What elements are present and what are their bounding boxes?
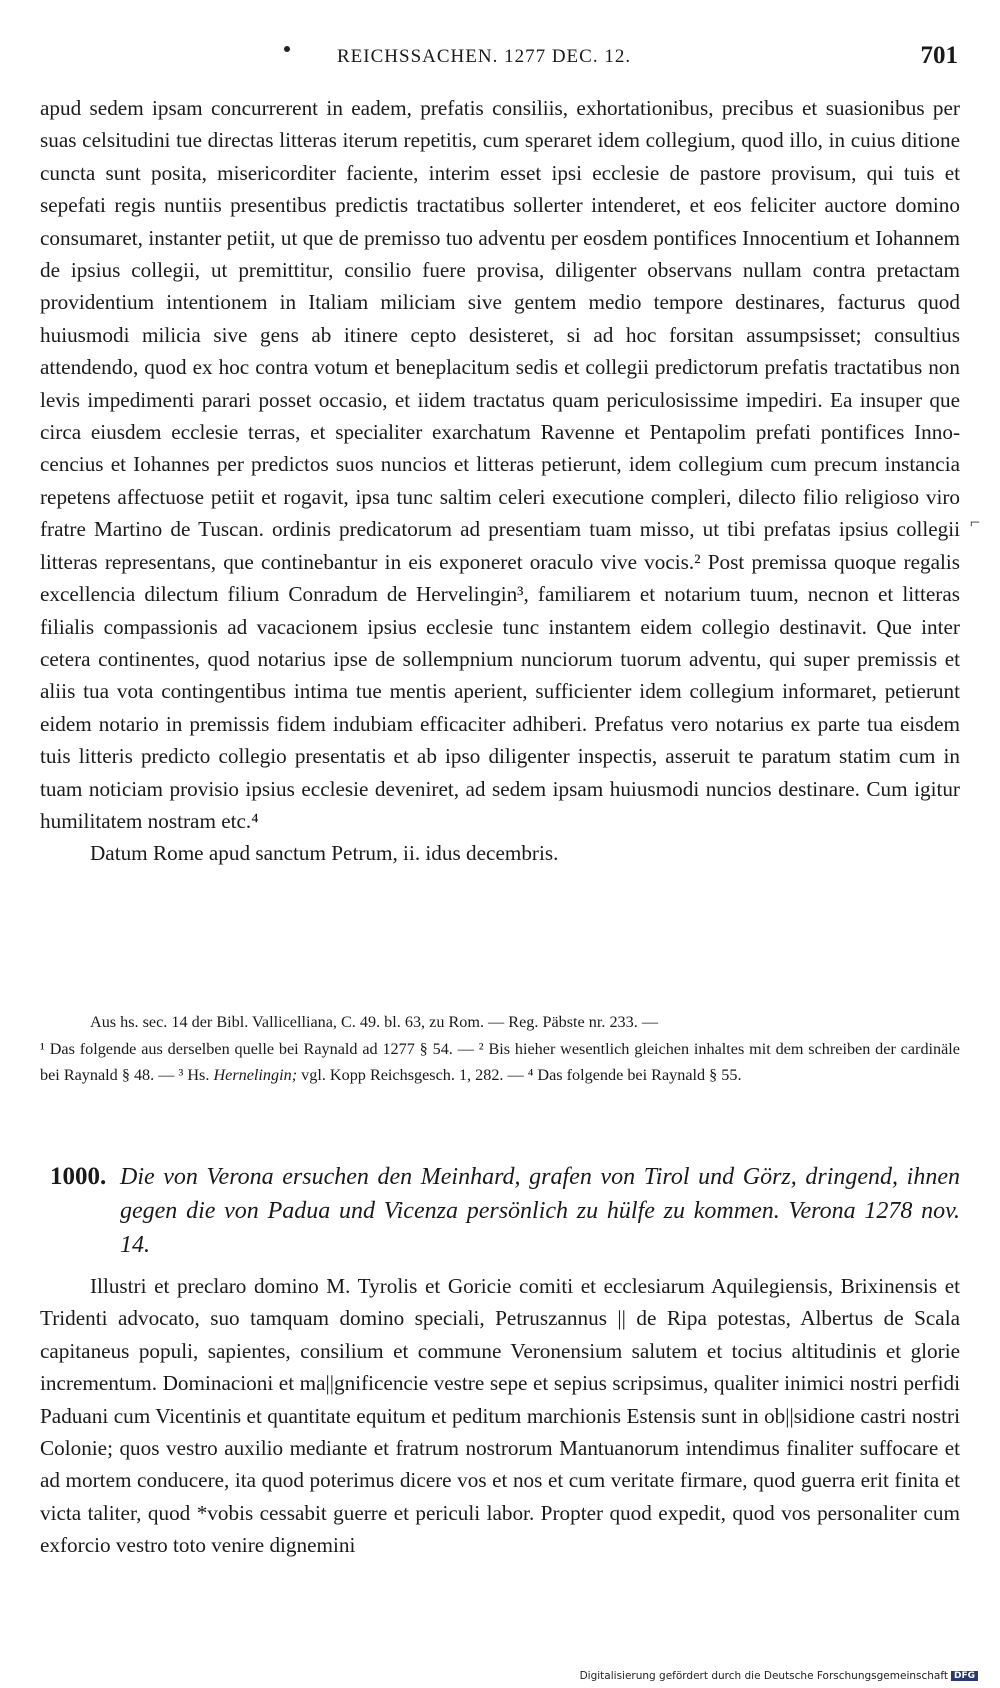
print-dot [284,46,290,52]
footnote-italic: Hernelingin; [213,1066,298,1085]
document-number: 1000. [50,1163,107,1190]
dfg-logo: DFG [951,1671,978,1681]
main-text [40,92,960,870]
page-number: 701 [920,42,958,69]
running-head: REICHSSACHEN. 1277 DEC. 12. [337,46,632,67]
paragraph: apud sedem ipsam concurrerent in eadem, prefatis consiliis, exhortationibus, precibus et suasionibus per suas celsitudini tue directas litteras iterum repetitis, cum speraret idem collegium, quod illo, in cuius ditione cuncta sunt posita, misericorditer faciente, interim esset ipsi ecclesie de pastore provisum, qui tuis et sepefati regis nuntiis presentibus predictis tractatibus sollerter intenderet, et eos feliciter auctore domino consumaret, instanter petiit, ut que de premisso tuo adventu per eosdem pontifices Innocentium et Iohannem de ipsius collegii, ut premittitur, consilio fuere provisa, diligenter observans nullam contra pretactam providentium intentionem in Italiam miliciam sive gentem medio tempore destinares, facturus quod huiusmodi milicia sive gens ab itinere cepto desisteret, si ad hoc forsitan assumpsisset; consultius attendendo, quod ex hoc contra votum et beneplacitum sedis et collegii predictorum prefatis tractatibus non levis impedimenti parari posset occasio, et iidem tractatus quam periculosissime impediri. Ea insuper que circa eiusdem ecclesie terras, et specialiter exarchatum Ravenne et Pentapolim prefati pontifices Innocencius et Iohannes per predictos suos nuncios et litteras petierunt, idem collegium cum precum instancia repetens affectuose petiit et rogavit, ipsa tunc saltim celeri executione compleri, dilecto filio religioso viro fratre Martino de Tuscan. ordinis predicatorum ad presentiam tuam misso, ut tibi prefatas ipsius collegii litteras representans, que continebantur in eis exponeret oraculo vive vocis.² Post premissa quoque regalis excellencia dilectum filium Conradum de Hervelingin³, familiarem et notarium tuum, necnon et litteras filialis compassionis ad vacacionem ipsius ecclesie tunc instantem eidem collegio destinavit. Que inter cetera continentes, quod notarius ipse de sollempnium nunciorum tuorum adventu, qui super premissis et aliis tua vota contingentibus intima tue mentis aperient, sufficienter idem collegium informaret, petierunt eidem notario in premissis fidem indubiam efficaciter adhiberi. Prefatus vero notarius ex parte tua eisdem tuis litteris predicto collegio presentatis et ab ipso diligenter inspectis, asseruit te paratum statim cum in tuam noticiam provisio ipsius ecclesie deveniret, ad sedem ipsam huiusmodi nuncios destinare. Cum igitur humilitatem nostram etc.⁴ [40,96,960,833]
footnote-part: vgl. Kopp Reichsgesch. 1, 282. — ⁴ Das folgende bei Raynald § 55. [297,1066,742,1085]
datum-line: Datum Rome apud sanctum Petrum, ii. idus decembris. [90,841,559,866]
document-text [40,1270,960,1562]
margin-mark: ⌐ [969,512,980,532]
paragraph: Illustri et preclaro domino M. Tyrolis et Goricie comiti et ecclesiarum Aquilegiensis, Brixinensis et Tridenti advocato, suo tamquam domino speciali, Petruszannus || de Ripa potestas, Albertus de Scala capitaneus populi, sapientes, consilium et commune Veronensium salutem et tocius altitudinis et glorie incrementum. Dominacioni et ma||gnificencie vestre sepe et sepius scripsimus, qualiter inimici nostri perfidi Paduani cum Vicentinis et quantitate equitum et peditum marchionis Estensis sunt in ob||sidione castri nostri Colonie; quos vestro auxilio mediante et fratrum nostrorum Mantuanorum intendimus finaliter suffocare et ad mortem conducere, ita quod poterimus dicere vos et nos et cum veritate firmare, quod guerra erit finita et victa taliter, quod *vobis cessabit guerre et periculi labor. Propter quod expedit, quod vos personaliter cum exforcio vestro toto venire dignemini [40,1274,960,1558]
digitization-credit [580,1670,978,1682]
document-title: Die von Verona ersuchen den Meinhard, grafen von Tirol und Görz, dringend, ihnen gegen die von Padua und Vicenza persönlich zu hülfe zu kommen. Verona 1278 nov. 14. [120,1164,960,1258]
footnotes [40,1009,960,1089]
footnote-text [40,1036,960,1089]
credit-text: Digitalisierung gefördert durch die Deutsche Forschungsgemeinschaft [579,1670,948,1682]
document-heading [40,1160,960,1262]
source-note: Aus hs. sec. 14 der Bibl. Vallicelliana, C. 49. bl. 63, zu Rom. — Reg. Päbste nr. 233. — [90,1013,659,1031]
page-header [40,42,960,80]
footnote-part: ¹ Das folgende aus derselben quelle bei Raynald ad 1277 § 54. — ² Bis hieher wesentlich gleichen inhaltes mit dem schreiben der cardinäle bei Raynald § 48. — ³ Hs. [40,1039,960,1085]
